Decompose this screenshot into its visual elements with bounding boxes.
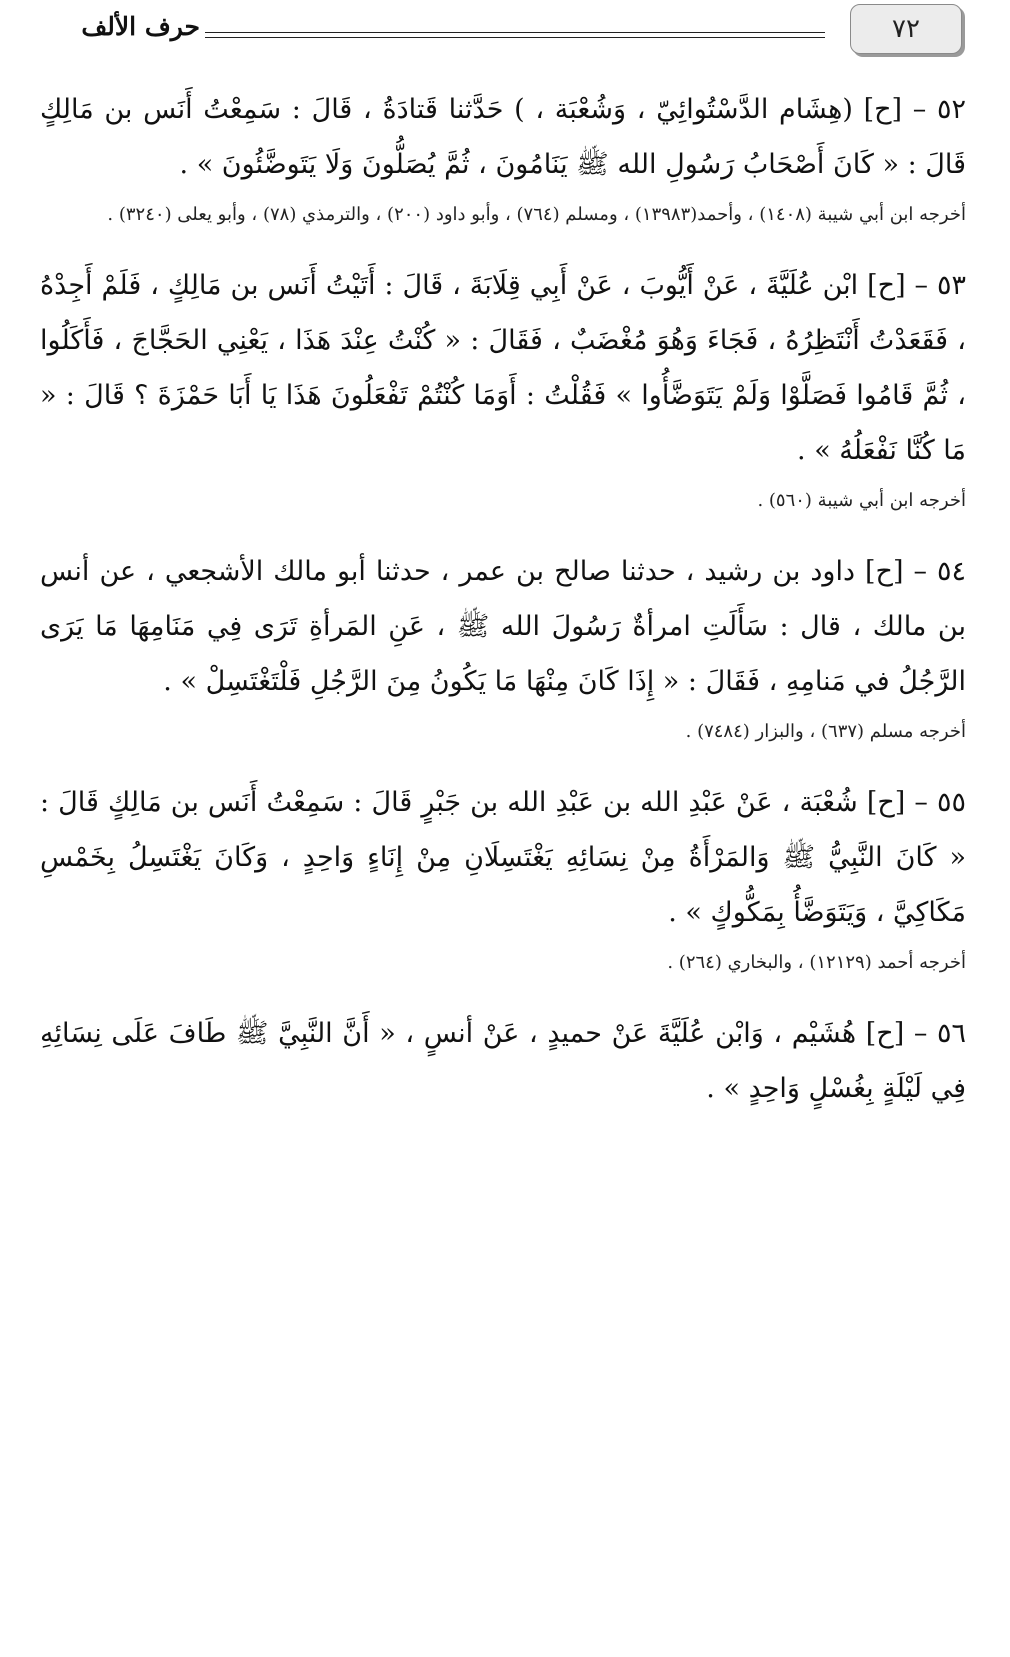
hadith-source-note: أخرجه ابن أبي شيبة (١٤٠٨) ، وأحمد(١٣٩٨٣) ، ومسلم (٧٦٤) ، وأبو داود (٢٠٠) ، والترمذي (٧٨) ، وأبو يعلى (٣٢٤٠) .	[107, 204, 966, 225]
header-double-rule	[205, 32, 825, 38]
entry-spacer	[40, 520, 966, 544]
hadith-text: ٥٢ – [ح] (هِشَام الدَّسْتُوائِيّ ، وَشُعْبَة ، ) حَدَّثنا قَتادَةُ ، قَالَ : سَمِعْتُ أَنَس بن مَالِكٍ قَالَ : « كَانَ أَصْحَابُ رَسُولِ الله ﷺ يَنَامُونَ ، ثُمَّ يُصَلُّونَ وَلَا يَتَوضَّئُونَ » .	[40, 94, 966, 180]
entry-spacer	[40, 982, 966, 1006]
page-number-badge: ٧٢	[850, 4, 962, 54]
hadith-entry-55	[40, 775, 966, 982]
page-content	[40, 82, 966, 1116]
hadith-text: ٥٦ – [ح] هُشَيْم ، وَابْن عُلَيَّةَ عَنْ حميدٍ ، عَنْ أنسٍ ، « أَنَّ النَّبِيَّ ﷺ طَافَ عَلَى نِسَائِهِ فِي لَيْلَةٍ بِغُسْلٍ وَاحِدٍ » .	[40, 1018, 966, 1104]
hadith-source-note: أخرجه أحمد (١٢١٢٩) ، والبخاري (٢٦٤) .	[667, 952, 966, 973]
entry-spacer	[40, 751, 966, 775]
hadith-entry-53	[40, 258, 966, 520]
hadith-text: ٥٤ – [ح] داود بن رشيد ، حدثنا صالح بن عمر ، حدثنا أبو مالك الأشجعي ، عن أنس بن مالك ، قال : سَأَلَتِ امرأةٌ رَسُولَ الله ﷺ ، عَنِ المَرأةِ تَرَى فِي مَنَامِهَا مَا يَرَى الرَّجُلُ في مَنامِهِ ، فَقَالَ : « إِذَا كَانَ مِنْهَا مَا يَكُونُ مِنَ الرَّجُلِ فَلْتَغْتَسِلْ » .	[40, 556, 966, 697]
hadith-text: ٥٣ – [ح] ابْن عُلَيَّةَ ، عَنْ أَيُّوبَ ، عَنْ أَبِي قِلَابَةَ ، قَالَ : أَتَيْتُ أَنَس بن مَالِكٍ ، فَلَمْ أَجِدْهُ ، فَقَعَدْتُ أَنْتَظِرُهُ ، فَجَاءَ وَهُوَ مُغْضَبٌ ، فَقَالَ : « كُنْتُ عِنْدَ هَذَا ، يَعْنِي الحَجَّاجَ ، فَأَكَلُوا ، ثُمَّ قَامُوا فَصَلَّوْا وَلَمْ يَتَوَضَّأُوا » فَقُلْتُ : أَوَمَا كُنْتُمْ تَفْعَلُونَ هَذَا يَا أَبَا حَمْزَةَ ؟ قَالَ : « مَا كُنَّا نَفْعَلُهُ » .	[40, 270, 966, 466]
hadith-entry-52	[40, 82, 966, 234]
hadith-source-note: أخرجه مسلم (٦٣٧) ، والبزار (٧٤٨٤) .	[685, 721, 966, 742]
page-header	[0, 0, 1010, 70]
hadith-source-note: أخرجه ابن أبي شيبة (٥٦٠) .	[757, 490, 966, 511]
entry-spacer	[40, 234, 966, 258]
section-title: حرف الألف	[81, 12, 200, 41]
hadith-entry-54	[40, 544, 966, 751]
hadith-text: ٥٥ – [ح] شُعْبَة ، عَنْ عَبْدِ الله بن عَبْدِ الله بن جَبْرٍ قَالَ : سَمِعْتُ أَنَس بن مَالِكٍ قَالَ : « كَانَ النَّبِيُّ ﷺ وَالمَرْأَةُ مِنْ نِسَائِهِ يَغْتَسِلَانِ مِنْ إِنَاءٍ وَاحِدٍ ، وَكَانَ يَغْتَسِلُ بِخَمْسِ مَكَاكِيَّ ، وَيَتَوَضَّأُ بِمَكُّوكٍ » .	[40, 787, 966, 928]
hadith-entry-56	[40, 1006, 966, 1116]
